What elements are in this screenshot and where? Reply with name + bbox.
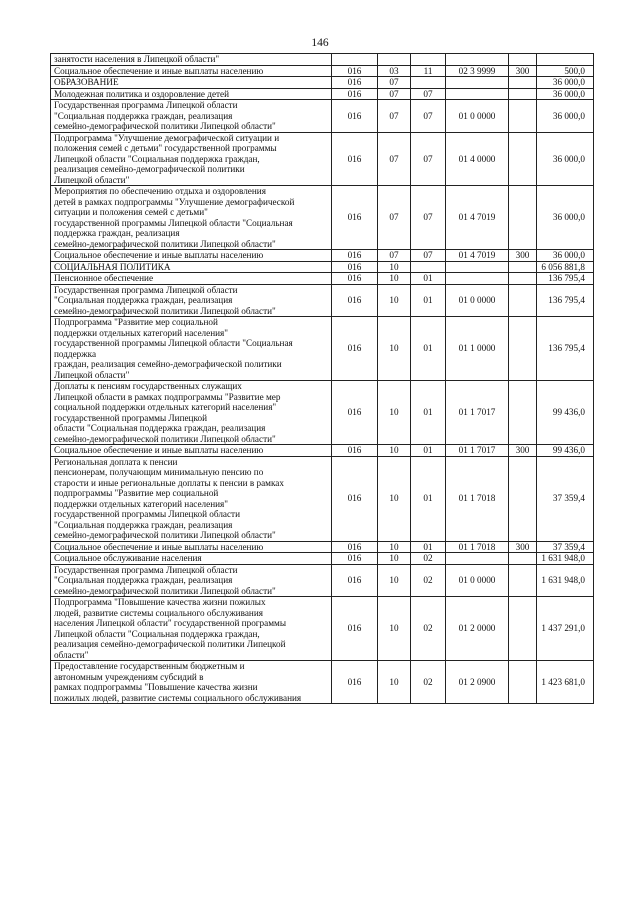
target-article-cell: 01 1 7018 — [446, 541, 509, 553]
ministry-code-cell: 016 — [332, 456, 378, 541]
item-name-cell: Государственная программа Липецкой области "Социальная поддержка граждан, реализация семейно-демографической политики Липецкой области" — [51, 100, 332, 133]
amount-cell: 36 000,0 — [537, 77, 594, 89]
item-name-cell: Подпрограмма "Повышение качества жизни пожилых людей, развитие системы социального обслуживания населения Липецкой области" государственной программы Липецкой области "Социальная поддержка граждан, реализация семейно-демографической политики Липецкой области" — [51, 597, 332, 661]
subsection-code-cell: 02 — [411, 553, 446, 565]
amount-cell: 1 631 948,0 — [537, 553, 594, 565]
item-name-cell: Предоставление государственным бюджетным и автономным учреждениям субсидий в рамках подпрограммы "Повышение качества жизни пожилых людей, развитие системы социального обслуживания — [51, 661, 332, 704]
expense-type-cell — [509, 77, 537, 89]
ministry-code-cell: 016 — [332, 564, 378, 597]
amount-cell: 36 000,0 — [537, 250, 594, 262]
item-name-cell: СОЦИАЛЬНАЯ ПОЛИТИКА — [51, 261, 332, 273]
table-row — [51, 88, 594, 100]
subsection-code-cell: 01 — [411, 445, 446, 457]
subsection-code-cell: 02 — [411, 564, 446, 597]
section-code-cell: 10 — [378, 661, 411, 704]
subsection-code-cell: 01 — [411, 381, 446, 445]
ministry-code-cell: 016 — [332, 541, 378, 553]
subsection-code-cell: 01 — [411, 284, 446, 317]
item-name-cell: Мероприятия по обеспечению отдыха и оздоровления детей в рамках подпрограммы "Улучшение демографической ситуации и положения семей с детьми" государственной программы Липецкой области "Социальная поддержка граждан, реализация семейно-демографической политики Липецкой области" — [51, 186, 332, 250]
expense-type-cell — [509, 661, 537, 704]
section-code-cell: 10 — [378, 273, 411, 285]
item-name-cell: Социальное обслуживание населения — [51, 553, 332, 565]
target-article-cell: 01 4 7019 — [446, 186, 509, 250]
target-article-cell — [446, 88, 509, 100]
subsection-code-cell: 01 — [411, 456, 446, 541]
table-row — [51, 317, 594, 381]
target-article-cell: 01 0 0000 — [446, 564, 509, 597]
table-row — [51, 250, 594, 262]
section-code-cell: 10 — [378, 597, 411, 661]
section-code-cell: 10 — [378, 261, 411, 273]
item-name-cell: занятости населения в Липецкой области" — [51, 54, 332, 66]
target-article-cell — [446, 273, 509, 285]
target-article-cell — [446, 54, 509, 66]
amount-cell: 1 423 681,0 — [537, 661, 594, 704]
target-article-cell: 01 1 7017 — [446, 381, 509, 445]
expense-type-cell — [509, 381, 537, 445]
table-row — [51, 273, 594, 285]
table-row — [51, 445, 594, 457]
amount-cell: 1 437 291,0 — [537, 597, 594, 661]
expense-type-cell: 300 — [509, 445, 537, 457]
section-code-cell: 10 — [378, 456, 411, 541]
section-code-cell: 07 — [378, 100, 411, 133]
table-row — [51, 77, 594, 89]
expense-type-cell — [509, 88, 537, 100]
target-article-cell: 01 4 7019 — [446, 250, 509, 262]
expense-type-cell — [509, 273, 537, 285]
section-code-cell: 07 — [378, 132, 411, 186]
table-row — [51, 381, 594, 445]
subsection-code-cell: 07 — [411, 250, 446, 262]
section-code-cell: 07 — [378, 250, 411, 262]
ministry-code-cell: 016 — [332, 250, 378, 262]
section-code-cell: 07 — [378, 88, 411, 100]
amount-cell: 136 795,4 — [537, 284, 594, 317]
section-code-cell: 10 — [378, 564, 411, 597]
target-article-cell: 01 2 0000 — [446, 597, 509, 661]
target-article-cell: 01 1 7017 — [446, 445, 509, 457]
target-article-cell — [446, 553, 509, 565]
amount-cell: 99 436,0 — [537, 381, 594, 445]
amount-cell: 37 359,4 — [537, 456, 594, 541]
amount-cell: 36 000,0 — [537, 186, 594, 250]
expense-type-cell — [509, 564, 537, 597]
table-row — [51, 541, 594, 553]
target-article-cell: 01 1 7018 — [446, 456, 509, 541]
subsection-code-cell: 11 — [411, 65, 446, 77]
ministry-code-cell: 016 — [332, 597, 378, 661]
table-row — [51, 597, 594, 661]
ministry-code-cell: 016 — [332, 186, 378, 250]
section-code-cell — [378, 54, 411, 66]
subsection-code-cell: 07 — [411, 88, 446, 100]
section-code-cell: 07 — [378, 77, 411, 89]
section-code-cell: 10 — [378, 541, 411, 553]
expense-type-cell — [509, 261, 537, 273]
item-name-cell: ОБРАЗОВАНИЕ — [51, 77, 332, 89]
target-article-cell: 01 2 0900 — [446, 661, 509, 704]
target-article-cell — [446, 261, 509, 273]
ministry-code-cell: 016 — [332, 132, 378, 186]
item-name-cell: Социальное обеспечение и иные выплаты населению — [51, 65, 332, 77]
expense-type-cell — [509, 54, 537, 66]
expense-type-cell — [509, 132, 537, 186]
expense-type-cell: 300 — [509, 541, 537, 553]
table-row — [51, 661, 594, 704]
ministry-code-cell: 016 — [332, 381, 378, 445]
expense-type-cell — [509, 597, 537, 661]
subsection-code-cell: 07 — [411, 186, 446, 250]
item-name-cell: Государственная программа Липецкой области "Социальная поддержка граждан, реализация семейно-демографической политики Липецкой области" — [51, 564, 332, 597]
expense-type-cell — [509, 553, 537, 565]
table-row — [51, 261, 594, 273]
amount-cell: 136 795,4 — [537, 273, 594, 285]
ministry-code-cell: 016 — [332, 100, 378, 133]
ministry-code-cell: 016 — [332, 261, 378, 273]
page-number: 146 — [311, 37, 329, 49]
section-code-cell: 10 — [378, 381, 411, 445]
amount-cell: 1 631 948,0 — [537, 564, 594, 597]
target-article-cell: 01 0 0000 — [446, 100, 509, 133]
expense-type-cell — [509, 317, 537, 381]
item-name-cell: Государственная программа Липецкой области "Социальная поддержка граждан, реализация семейно-демографической политики Липецкой области" — [51, 284, 332, 317]
table-row — [51, 553, 594, 565]
subsection-code-cell — [411, 261, 446, 273]
ministry-code-cell: 016 — [332, 445, 378, 457]
table-row — [51, 284, 594, 317]
amount-cell: 37 359,4 — [537, 541, 594, 553]
ministry-code-cell: 016 — [332, 284, 378, 317]
ministry-code-cell: 016 — [332, 65, 378, 77]
target-article-cell: 01 1 0000 — [446, 317, 509, 381]
amount-cell — [537, 54, 594, 66]
table-row — [51, 100, 594, 133]
section-code-cell: 07 — [378, 186, 411, 250]
ministry-code-cell: 016 — [332, 77, 378, 89]
ministry-code-cell: 016 — [332, 553, 378, 565]
expense-type-cell — [509, 456, 537, 541]
ministry-code-cell — [332, 54, 378, 66]
ministry-code-cell: 016 — [332, 88, 378, 100]
table-row — [51, 564, 594, 597]
item-name-cell: Молодежная политика и оздоровление детей — [51, 88, 332, 100]
amount-cell: 36 000,0 — [537, 100, 594, 133]
item-name-cell: Доплаты к пенсиям государственных служащих Липецкой области в рамках подпрограммы "Развитие мер социальной поддержки отдельных категорий населения" государственной программы Липецкой области "Социальная поддержка граждан, реализация семейно-демографической политики Липецкой области" — [51, 381, 332, 445]
expense-type-cell — [509, 186, 537, 250]
section-code-cell: 03 — [378, 65, 411, 77]
subsection-code-cell: 01 — [411, 273, 446, 285]
expense-type-cell: 300 — [509, 250, 537, 262]
table-row — [51, 65, 594, 77]
ministry-code-cell: 016 — [332, 273, 378, 285]
item-name-cell: Социальное обеспечение и иные выплаты населению — [51, 541, 332, 553]
subsection-code-cell — [411, 77, 446, 89]
amount-cell: 136 795,4 — [537, 317, 594, 381]
budget-table — [50, 53, 594, 704]
subsection-code-cell: 01 — [411, 541, 446, 553]
item-name-cell: Региональная доплата к пенсии пенсионерам, получающим минимальную пенсию по старости и иные региональные доплаты к пенсии в рамках подпрограммы "Развитие мер социальной поддержки отдельных категорий населения" государственной программы Липецкой области "Социальная поддержка граждан, реализация семейно-демографической политики Липецкой области" — [51, 456, 332, 541]
subsection-code-cell: 02 — [411, 597, 446, 661]
table-row — [51, 54, 594, 66]
target-article-cell: 01 4 0000 — [446, 132, 509, 186]
table-row — [51, 132, 594, 186]
item-name-cell: Подпрограмма "Улучшение демографической ситуации и положения семей с детьми" государственной программы Липецкой области "Социальная поддержка граждан, реализация семейно-демографической политики Липецкой области" — [51, 132, 332, 186]
section-code-cell: 10 — [378, 445, 411, 457]
target-article-cell — [446, 77, 509, 89]
amount-cell: 500,0 — [537, 65, 594, 77]
expense-type-cell: 300 — [509, 65, 537, 77]
subsection-code-cell: 07 — [411, 132, 446, 186]
item-name-cell: Пенсионное обеспечение — [51, 273, 332, 285]
subsection-code-cell: 02 — [411, 661, 446, 704]
amount-cell: 99 436,0 — [537, 445, 594, 457]
amount-cell: 6 056 881,8 — [537, 261, 594, 273]
expense-type-cell — [509, 100, 537, 133]
target-article-cell: 01 0 0000 — [446, 284, 509, 317]
expense-type-cell — [509, 284, 537, 317]
item-name-cell: Подпрограмма "Развитие мер социальной поддержки отдельных категорий населения" государственной программы Липецкой области "Социальная поддержка граждан, реализация семейно-демографической политики Липецкой области" — [51, 317, 332, 381]
item-name-cell: Социальное обеспечение и иные выплаты населению — [51, 445, 332, 457]
section-code-cell: 10 — [378, 284, 411, 317]
target-article-cell: 02 3 9999 — [446, 65, 509, 77]
section-code-cell: 10 — [378, 553, 411, 565]
amount-cell: 36 000,0 — [537, 132, 594, 186]
ministry-code-cell: 016 — [332, 317, 378, 381]
table-body — [51, 54, 594, 704]
table-row — [51, 456, 594, 541]
ministry-code-cell: 016 — [332, 661, 378, 704]
item-name-cell: Социальное обеспечение и иные выплаты населению — [51, 250, 332, 262]
amount-cell: 36 000,0 — [537, 88, 594, 100]
subsection-code-cell: 07 — [411, 100, 446, 133]
table-row — [51, 186, 594, 250]
section-code-cell: 10 — [378, 317, 411, 381]
subsection-code-cell: 01 — [411, 317, 446, 381]
subsection-code-cell — [411, 54, 446, 66]
